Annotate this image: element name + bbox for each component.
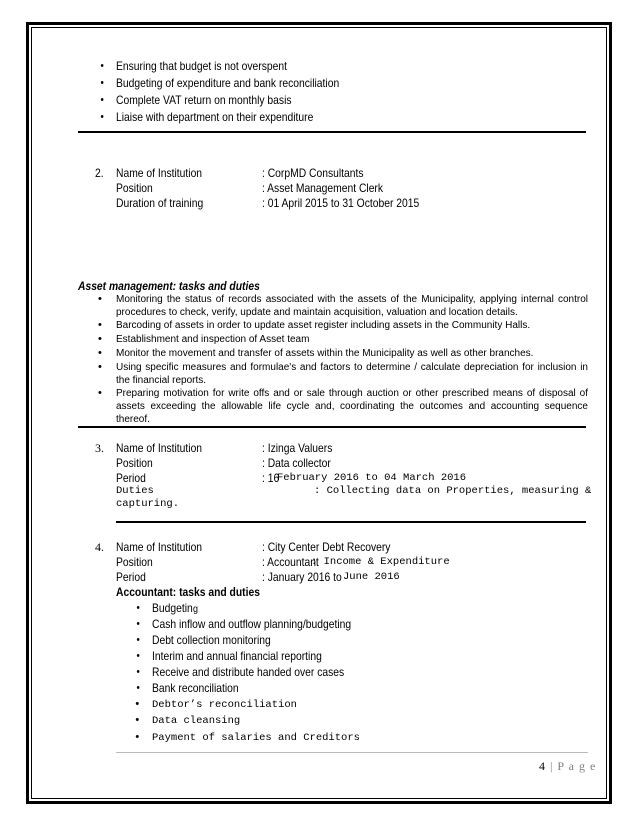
field-label: Name of Institution [116,166,203,180]
field-value: : Izinga Valuers [262,441,333,455]
field-value: : Asset Management Clerk [262,181,384,195]
list-item: • Ensuring that budget is not overspent [116,59,287,73]
field-label: Position [116,555,153,569]
section-heading: Asset management: tasks and duties [78,279,260,293]
list-item [152,601,198,617]
list-item: • Preparing motivation for write offs and or sale through auction or other prescribed means of disposal of assets exceeding the allowable life cycle and, coordinating the outcomes and accounting sequence thereof. [116,387,588,426]
field-label: Position [116,456,153,470]
footer-divider [116,752,588,753]
field-label: Name of Institution [116,540,203,554]
list-item: • Payment of salaries and Creditors [152,732,360,745]
field-label: Period [116,570,146,584]
task-text: Budgetin [152,601,193,615]
field-value: : Accountant [262,555,319,569]
field-value: February 2016 to 04 March 2016 [277,472,467,484]
field-value: : Collecting data on Properties, measuring & [314,485,592,497]
list-item: • Monitor the movement and transfer of assets within the Municipality as well as other branches. [116,347,588,360]
list-item: • Budgeting of expenditure and bank reconciliation [116,76,339,90]
field-value: : Income & Expenditure [311,556,450,568]
field-value: : Data collector [262,456,331,470]
list-item: • Barcoding of assets in order to update asset register including assets in the Community Halls. [116,319,588,332]
task-text-suffix: g [192,604,199,616]
field-value: June 2016 [343,571,400,583]
entry-number: 2. [95,166,104,180]
field-value: : 01 April 2015 to 31 October 2015 [262,196,420,210]
list-item: • Establishment and inspection of Asset team [116,333,588,346]
list-item: • Debtor’s reconciliation [152,699,297,712]
list-item: • Monitoring the status of records associated with the assets of the Municipality, applying internal control procedures to check, verify, update and maintain acquisition, valuation and location details. [116,293,588,319]
field-value: : January 2016 to [262,570,342,584]
field-value: capturing. [116,498,180,510]
list-item: • Data cleansing [152,715,240,728]
list-item: • Bank reconciliation [152,681,239,695]
list-item: • Debt collection monitoring [152,633,271,647]
entry-number: 3. [95,441,104,455]
divider [78,131,586,133]
list-item: • Complete VAT return on monthly basis [116,93,292,107]
divider [116,521,586,523]
field-value: : City Center Debt Recovery [262,540,391,554]
divider [78,426,586,428]
list-item: • Using specific measures and formulae's and factors to determine / calculate depreciation for inclusion in the financial reports. [116,361,588,387]
section-heading: Accountant: tasks and duties [116,585,260,599]
field-label: Name of Institution [116,441,203,455]
list-item: • Receive and distribute handed over cases [152,665,344,679]
field-label: Position [116,181,153,195]
list-item: • Interim and annual financial reporting [152,649,322,663]
page-label: | P a g e [550,759,597,773]
page-number-footer [539,759,596,774]
entry-number: 4. [95,540,104,554]
page-number: 4 [539,759,546,773]
field-label: Duration of training [116,196,204,210]
field-value: : 16 [262,471,280,485]
list-item: • Liaise with department on their expenditure [116,110,313,124]
list-item: • Cash inflow and outflow planning/budgeting [152,617,351,631]
field-label: Duties [116,485,154,497]
field-value: : CorpMD Consultants [262,166,364,180]
field-label: Period [116,471,146,485]
